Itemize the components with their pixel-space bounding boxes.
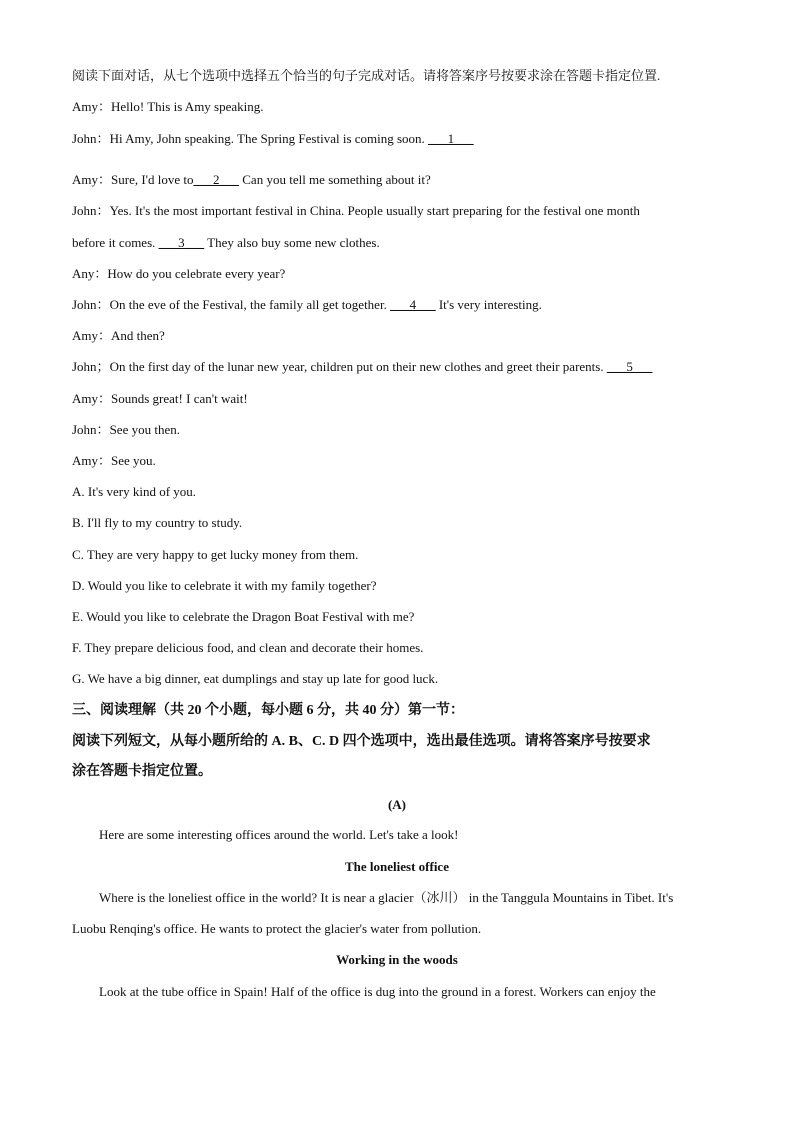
- speaker: John：: [72, 203, 110, 218]
- line-text: Sounds great! I can't wait!: [111, 391, 248, 406]
- line-text: On the eve of the Festival, the family all get together.: [109, 297, 391, 312]
- dialogue-instruction: 阅读下面对话，从七个选项中选择五个恰当的句子完成对话。请将答案序号按要求涂在答题卡指定位置.: [72, 68, 661, 83]
- dialogue-line: [72, 99, 264, 115]
- passage-label: (A): [387, 797, 407, 812]
- dialogue-line: [72, 297, 542, 313]
- dialogue-line: [72, 328, 165, 344]
- line-text: Sure, I'd love to: [111, 172, 194, 187]
- speaker: Amy：: [72, 328, 112, 343]
- dialogue-line: [72, 359, 652, 375]
- speaker: John：: [72, 422, 110, 437]
- line-text: Yes. It's the most important festival in China. People usually start preparing for the festival one month: [109, 203, 640, 218]
- section-instruction: 阅读下列短文，从每小题所给的 A. B、C. D 四个选项中，选出最佳选项。请将答案序号按要求: [72, 734, 651, 749]
- dialogue-line: [72, 422, 180, 438]
- line-text: How do you celebrate every year?: [107, 266, 286, 281]
- dialogue-line: [72, 266, 285, 282]
- speaker: Any：: [72, 266, 108, 281]
- line-text: Can you tell me something about it?: [239, 172, 431, 187]
- line-text: See you then.: [109, 422, 180, 437]
- option-b: B. I'll fly to my country to study.: [72, 515, 243, 530]
- option-g: G. We have a big dinner, eat dumplings and stay up late for good luck.: [72, 671, 439, 686]
- answer-blank[interactable]: ___5___: [606, 359, 653, 374]
- line-text: before it comes.: [72, 235, 159, 250]
- dialogue-line: [72, 203, 640, 219]
- dialogue-line: [72, 235, 380, 251]
- line-text: It's very interesting.: [435, 297, 542, 312]
- answer-blank[interactable]: ___1___: [428, 131, 474, 146]
- option-e: E. Would you like to celebrate the Dragon Boat Festival with me?: [72, 609, 415, 624]
- line-text: Hello! This is Amy speaking.: [111, 99, 264, 114]
- speaker: Amy：: [72, 453, 112, 468]
- answer-blank[interactable]: ___2___: [193, 172, 240, 187]
- passage-paragraph-cont: Luobu Renqing's office. He wants to protect the glacier's water from pollution.: [72, 921, 482, 936]
- passage-paragraph: Look at the tube office in Spain! Half of the office is dug into the ground in a forest. Workers can enjoy the: [99, 984, 656, 999]
- passage-paragraph: Where is the loneliest office in the world? It is near a glacier（冰川） in the Tanggula Mountains in Tibet. It's: [99, 890, 674, 905]
- section-heading: 三、阅读理解（共 20 个小题，每小题 6 分，共 40 分）第一节：: [72, 703, 464, 718]
- dialogue-line: [72, 131, 474, 147]
- speaker: Amy：: [72, 99, 112, 114]
- speaker: John：: [72, 131, 110, 146]
- answer-blank[interactable]: ___3___: [158, 235, 205, 250]
- speaker: Amy：: [72, 391, 112, 406]
- speaker: John；: [72, 359, 110, 374]
- passage-subheading: The loneliest office: [345, 859, 449, 874]
- passage-subheading: Working in the woods: [336, 952, 458, 967]
- speaker: John：: [72, 297, 110, 312]
- line-text: And then?: [111, 328, 165, 343]
- option-a: A. It's very kind of you.: [72, 484, 197, 499]
- option-f: F. They prepare delicious food, and clean and decorate their homes.: [72, 640, 424, 655]
- passage-intro: Here are some interesting offices around the world. Let's take a look!: [99, 827, 459, 842]
- line-text: Hi Amy, John speaking. The Spring Festival is coming soon.: [109, 131, 429, 146]
- line-text: On the first day of the lunar new year, children put on their new clothes and greet their parents.: [109, 359, 607, 374]
- line-text: They also buy some new clothes.: [204, 235, 380, 250]
- dialogue-line: [72, 391, 248, 407]
- section-instruction-cont: 涂在答题卡指定位置。: [72, 764, 212, 779]
- dialogue-line: [72, 172, 431, 188]
- speaker: Amy：: [72, 172, 112, 187]
- answer-blank[interactable]: ___4___: [390, 297, 436, 312]
- option-c: C. They are very happy to get lucky money from them.: [72, 547, 359, 562]
- line-text: See you.: [111, 453, 156, 468]
- dialogue-line: [72, 453, 156, 469]
- option-d: D. Would you like to celebrate it with my family together?: [72, 578, 377, 593]
